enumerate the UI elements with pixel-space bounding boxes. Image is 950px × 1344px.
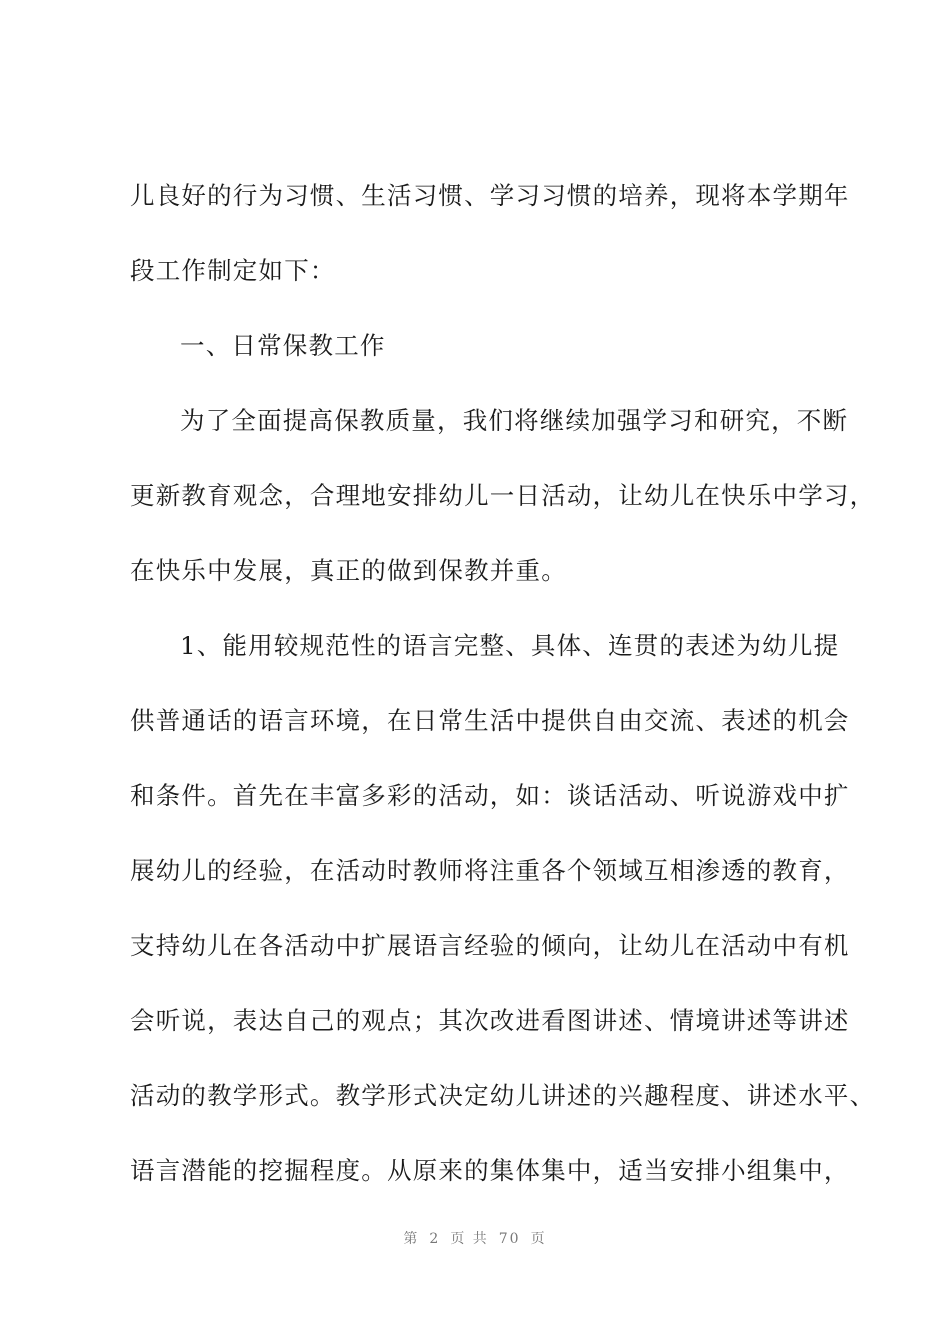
text-line: 展幼儿的经验，在活动时教师将注重各个领域互相渗透的教育， xyxy=(130,856,850,885)
text-line: 供普通话的语言环境，在日常生活中提供自由交流、表述的机会 xyxy=(130,706,850,735)
text-line: 语言潜能的挖掘程度。从原来的集体集中，适当安排小组集中， xyxy=(130,1156,850,1185)
footer-page-number: 2 xyxy=(429,1231,441,1247)
text-line: 段工作制定如下： xyxy=(130,256,336,285)
footer-middle: 页 共 xyxy=(450,1231,489,1247)
text-line: 活动的教学形式。教学形式决定幼儿讲述的兴趣程度、讲述水平、 xyxy=(130,1081,876,1110)
text-line: 在快乐中发展，真正的做到保教并重。 xyxy=(130,556,567,585)
text-line: 会听说，表达自己的观点；其次改进看图讲述、情境讲述等讲述 xyxy=(130,1006,850,1035)
text-line: 1、能用较规范性的语言完整、具体、连贯的表述为幼儿提 xyxy=(180,631,840,660)
page-footer xyxy=(0,1228,950,1248)
text-line: 儿良好的行为习惯、生活习惯、学习习惯的培养，现将本学期年 xyxy=(130,181,850,210)
footer-total-pages: 70 xyxy=(498,1231,521,1247)
footer-prefix: 第 xyxy=(403,1231,420,1247)
text-line: 支持幼儿在各活动中扩展语言经验的倾向，让幼儿在活动中有机 xyxy=(130,931,850,960)
section-heading: 一、日常保教工作 xyxy=(180,331,386,360)
text-line: 和条件。首先在丰富多彩的活动，如：谈话活动、听说游戏中扩 xyxy=(130,781,850,810)
footer-suffix: 页 xyxy=(530,1231,547,1247)
text-line: 更新教育观念，合理地安排幼儿一日活动，让幼儿在快乐中学习， xyxy=(130,481,876,510)
text-line: 为了全面提高保教质量，我们将继续加强学习和研究，不断 xyxy=(180,406,849,435)
